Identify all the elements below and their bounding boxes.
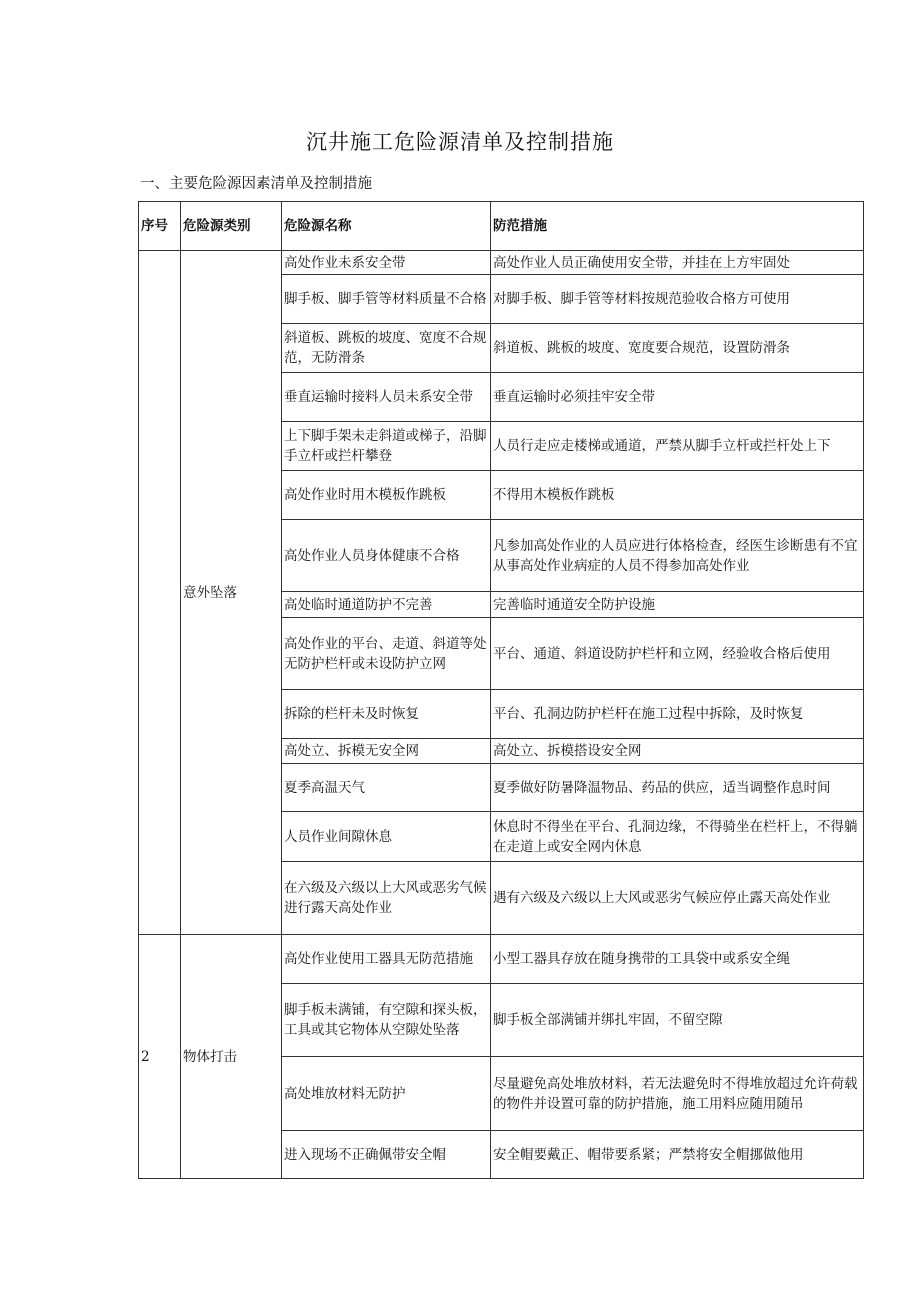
hazard-measure: 凡参加高处作业的人员应进行体格检查，经医生诊断患有不宜从事高处作业病症的人员不得参加高处作业 [491, 520, 864, 592]
hazard-measure: 平台、通道、斜道设防护栏杆和立网，经验收合格后使用 [491, 618, 864, 690]
page-title: 沉井施工危险源清单及控制措施 [306, 130, 614, 154]
hazard-name: 高处立、拆模无安全网 [282, 739, 491, 764]
hazard-measure: 垂直运输时必须挂牢安全带 [491, 373, 864, 422]
hazard-measure: 休息时不得坐在平台、孔洞边缘，不得骑坐在栏杆上，不得躺在走道上或安全网内休息 [491, 812, 864, 862]
hazard-name: 斜道板、跳板的坡度、宽度不合规范，无防滑条 [282, 324, 491, 373]
hazard-measure: 安全帽要戴正、帽带要系紧；严禁将安全帽挪做他用 [491, 1131, 864, 1179]
hazard-name: 高处作业使用工器具无防范措施 [282, 935, 491, 984]
hazard-measure: 对脚手板、脚手管等材料按规范验收合格方可使用 [491, 275, 864, 324]
table-body [139, 251, 864, 1179]
header-name: 危险源名称 [282, 202, 491, 251]
group-seq [139, 251, 181, 935]
hazard-name: 拆除的栏杆未及时恢复 [282, 690, 491, 739]
hazard-name: 高处临时通道防护不完善 [282, 592, 491, 618]
hazard-name: 高处作业的平台、走道、斜道等处无防护栏杆或未设防护立网 [282, 618, 491, 690]
header-seq: 序号 [139, 202, 181, 251]
hazard-measure: 高处作业人员正确使用安全带，并挂在上方牢固处 [491, 251, 864, 275]
hazard-measure: 小型工器具存放在随身携带的工具袋中或系安全绳 [491, 935, 864, 984]
table-row [139, 935, 864, 984]
hazard-measure: 高处立、拆模搭设安全网 [491, 739, 864, 764]
hazard-measure: 斜道板、跳板的坡度、宽度要合规范，设置防滑条 [491, 324, 864, 373]
hazard-measure: 不得用木模板作跳板 [491, 471, 864, 520]
hazard-name: 脚手板、脚手管等材料质量不合格 [282, 275, 491, 324]
hazard-name: 垂直运输时接料人员未系安全带 [282, 373, 491, 422]
header-category: 危险源类别 [181, 202, 282, 251]
hazard-measure: 遇有六级及六级以上大风或恶劣气候应停止露天高处作业 [491, 862, 864, 935]
hazard-name: 高处作业未系安全带 [282, 251, 491, 275]
hazard-name: 高处作业时用木模板作跳板 [282, 471, 491, 520]
hazard-name: 夏季高温天气 [282, 764, 491, 812]
hazard-measure: 尽量避免高处堆放材料，若无法避免时不得堆放超过允许荷载的物件并设置可靠的防护措施，施工用料应随用随吊 [491, 1057, 864, 1131]
hazard-name: 高处作业人员身体健康不合格 [282, 520, 491, 592]
header-measure: 防范措施 [491, 202, 864, 251]
section-heading: 一、主要危险源因素清单及控制措施 [140, 176, 372, 192]
hazard-name: 脚手板未满铺，有空隙和探头板，工具或其它物体从空隙处坠落 [282, 984, 491, 1057]
hazard-name: 高处堆放材料无防护 [282, 1057, 491, 1131]
table-row [139, 251, 864, 275]
hazard-name: 上下脚手架未走斜道或梯子，沿脚手立杆或拦杆攀登 [282, 422, 491, 471]
hazard-name: 进入现场不正确佩带安全帽 [282, 1131, 491, 1179]
hazard-measure: 完善临时通道安全防护设施 [491, 592, 864, 618]
group-category: 意外坠落 [181, 251, 282, 935]
group-category: 物体打击 [181, 935, 282, 1179]
hazard-measure: 夏季做好防暑降温物品、药品的供应，适当调整作息时间 [491, 764, 864, 812]
group-seq: 2 [139, 935, 181, 1179]
table-header-row [139, 202, 864, 251]
hazard-measure: 人员行走应走楼梯或通道，严禁从脚手立杆或拦杆处上下 [491, 422, 864, 471]
hazard-measure: 脚手板全部满铺并绑扎牢固，不留空隙 [491, 984, 864, 1057]
hazard-name: 在六级及六级以上大风或恶劣气候进行露天高处作业 [282, 862, 491, 935]
hazard-name: 人员作业间隙休息 [282, 812, 491, 862]
hazard-measure: 平台、孔洞边防护栏杆在施工过程中拆除，及时恢复 [491, 690, 864, 739]
hazard-table [138, 201, 864, 1179]
